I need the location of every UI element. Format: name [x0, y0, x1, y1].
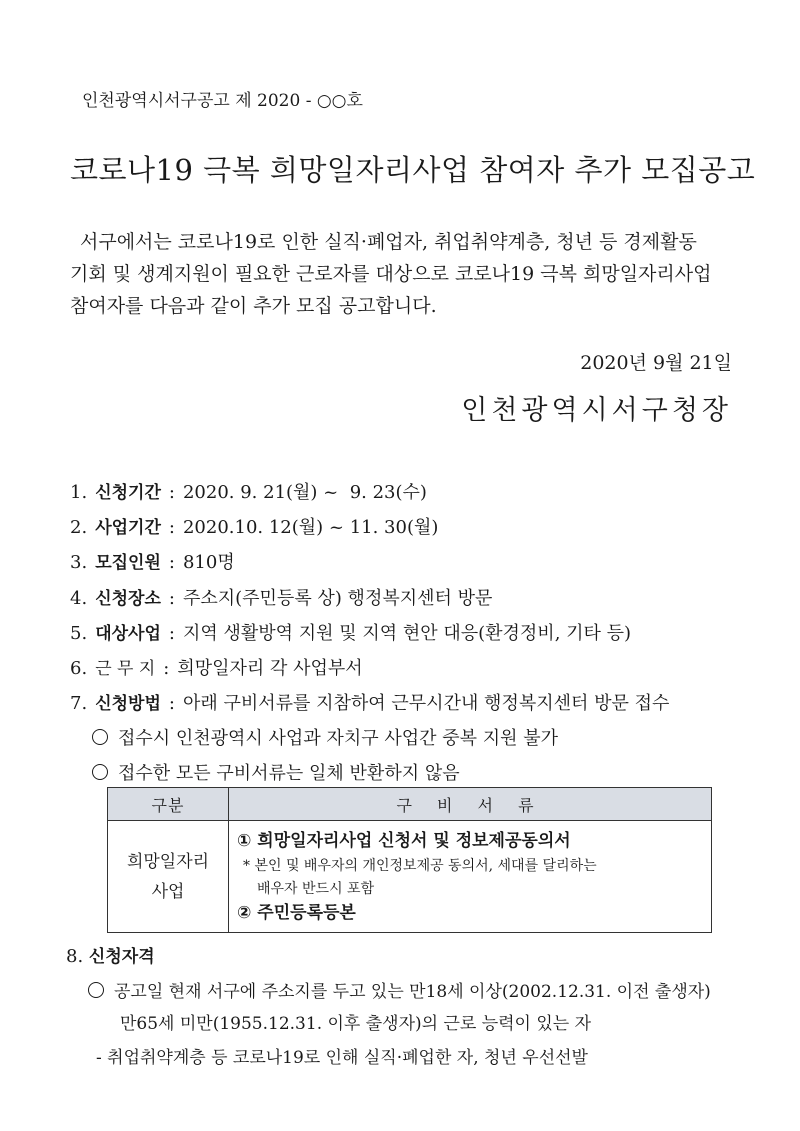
item-value: 희망일자리 각 사업부서	[177, 658, 363, 679]
item-value: 2020. 9. 21(월) ~ 9. 23(수)	[182, 482, 427, 503]
item-workplace: 6. 근 무 지 : 희망일자리 각 사업부서	[70, 658, 363, 679]
item-application-period: 1. 신청기간 : 2020. 9. 21(월) ~ 9. 23(수)	[70, 482, 427, 503]
priority-selection-note: - 취업취약계층 등 코로나19로 인해 실직·폐업한 자, 청년 우선선발	[96, 1048, 588, 1068]
circle-bullet-icon	[92, 764, 108, 780]
item-number: 6.	[70, 658, 88, 679]
item-number: 7.	[70, 693, 88, 714]
document-item: ① 희망일자리사업 신청서 및 정보제공동의서	[237, 830, 571, 851]
table-row	[108, 821, 712, 933]
circle-bullet-icon	[92, 729, 108, 745]
issuer: 인천광역시서구청장	[461, 395, 732, 426]
item-label: 근 무 지	[95, 659, 156, 679]
required-documents-table	[107, 787, 712, 933]
eligibility-bullet: 공고일 현재 서구에 주소지를 두고 있는 만18세 이상(2002.12.31. 이전 출생자) 만65세 미만(1955.12.31. 이후 출생자)의 근로 능력이 있는 자	[88, 976, 711, 1040]
notice-number: 인천광역시서구공고 제 2020 - ○○호	[82, 91, 363, 111]
intro-line: 서구에서는 코로나19로 인한 실직·폐업자, 취업취약계층, 청년 등 경제활동	[80, 231, 697, 253]
item-label: 대상사업	[95, 624, 161, 644]
item-label: 신청방법	[95, 694, 161, 714]
category-cell: 희망일자리 사업	[108, 821, 229, 933]
item-label: 모집인원	[95, 553, 161, 573]
item-application-method: 7. 신청방법 : 아래 구비서류를 지참하여 근무시간내 행정복지센터 방문 접수	[70, 693, 670, 714]
intro-line: 기회 및 생계지원이 필요한 근로자를 대상으로 코로나19 극복 희망일자리사업	[70, 263, 712, 285]
document-title: 코로나19 극복 희망일자리사업 참여자 추가 모집공고	[70, 153, 756, 187]
item-number: 4.	[70, 588, 88, 609]
item-value: 2020.10. 12(월) ~ 11. 30(월)	[182, 517, 439, 538]
item-number: 3.	[70, 552, 88, 573]
intro-line: 참여자를 다음과 같이 추가 모집 공고합니다.	[70, 295, 437, 317]
item-application-place: 4. 신청장소 : 주소지(주민등록 상) 행정복지센터 방문	[70, 588, 493, 609]
method-bullet: 접수시 인천광역시 사업과 자치구 사업간 중복 지원 불가	[92, 724, 558, 750]
item-value: 주소지(주민등록 상) 행정복지센터 방문	[182, 588, 493, 609]
document-item: ② 주민등록등본	[237, 902, 356, 923]
item-value: 810명	[182, 552, 235, 573]
method-bullet: 접수한 모든 구비서류는 일체 반환하지 않음	[92, 759, 460, 785]
item-number: 1.	[70, 482, 88, 503]
item-label: 사업기간	[95, 518, 161, 538]
circle-bullet-icon	[88, 982, 104, 998]
item-value: 아래 구비서류를 지참하여 근무시간내 행정복지센터 방문 접수	[182, 693, 670, 714]
document-note: 배우자 반드시 포함	[257, 880, 375, 897]
header-category: 구분	[108, 788, 229, 821]
document-note: * 본인 및 배우자의 개인정보제공 동의서, 세대를 달리하는	[243, 857, 597, 874]
notice-date: 2020년 9월 21일	[580, 352, 732, 374]
header-documents: 구 비 서 류	[229, 788, 712, 821]
item-number: 2.	[70, 517, 88, 538]
item-target-project: 5. 대상사업 : 지역 생활방역 지원 및 지역 현안 대응(환경정비, 기타 등)	[70, 623, 632, 644]
item-recruit-count: 3. 모집인원 : 810명	[70, 552, 235, 573]
section-eligibility-heading	[66, 942, 155, 967]
section-number: 8.	[66, 946, 84, 967]
item-label: 신청장소	[95, 589, 161, 609]
item-value: 지역 생활방역 지원 및 지역 현안 대응(환경정비, 기타 등)	[182, 623, 632, 644]
documents-cell	[229, 821, 712, 933]
table-header-row	[108, 788, 712, 821]
section-label: 신청자격	[88, 947, 155, 967]
item-project-period: 2. 사업기간 : 2020.10. 12(월) ~ 11. 30(월)	[70, 517, 439, 538]
intro-paragraph	[70, 226, 740, 322]
item-number: 5.	[70, 623, 88, 644]
item-label: 신청기간	[95, 483, 161, 503]
